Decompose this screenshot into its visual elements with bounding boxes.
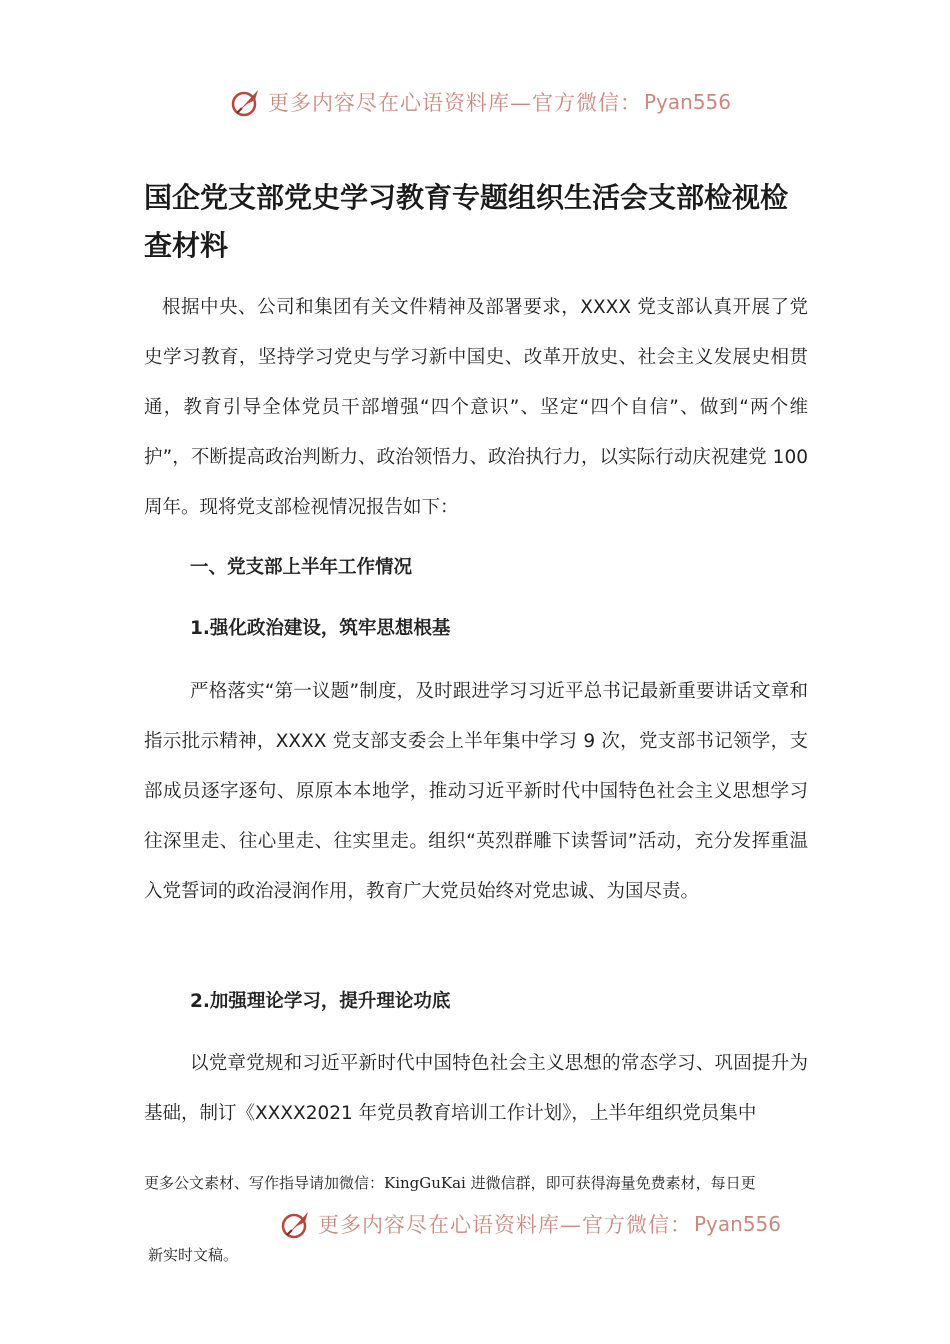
subsection-heading-2: 2.加强理论学习，提升理论功底 xyxy=(190,991,451,1012)
footer-line-1: 更多公文素材、写作指导请加微信：KingGuKai 进微信群，即可获得海量免费素材，每日更 xyxy=(144,1174,756,1192)
document-title: 国企党支部党史学习教育专题组织生活会支部检视检查材料 xyxy=(144,181,789,262)
intro-paragraph: 根据中央、公司和集团有关文件精神及部署要求，XXXX 党支部认真开展了党史学习教育，坚持学习党史与学习新中国史、改革开放史、社会主义发展史相贯通，教育引导全体党员干部增强“四个意识”、坚定“四个自信”、做到“两个维护”，不断提高政治判断力、政治领悟力、政治执行力，以实际行动庆祝建党 100 周年。现将党支部检视情况报告如下： xyxy=(144,297,808,518)
subsection-body-1: 严格落实“第一议题”制度，及时跟进学习习近平总书记最新重要讲话文章和指示批示精神，XXXX 党支部支委会上半年集中学习 9 次，党支部书记领学，支部成员逐字逐句、原原本本地学，推动习近平新时代中国特色社会主义思想学习往深里走、往心里走、往实里走。组织“英烈群雕下读誓词”活动，充分发挥重温入党誓词的政治浸润作用，教育广大党员始终对党忠诚、为国尽责。 xyxy=(144,681,808,902)
section-heading: 一、党支部上半年工作情况 xyxy=(190,557,413,578)
subsection-body-2: 以党章党规和习近平新时代中国特色社会主义思想的常态学习、巩固提升为基础，制订《XXXX2021 年党员教育培训工作计划》，上半年组织党员集中 xyxy=(144,1053,808,1124)
footer-line-2: 新实时文稿。 xyxy=(148,1246,239,1264)
quill-logo-icon xyxy=(278,1206,314,1242)
watermark-text: 更多内容尽在心语资料库—官方微信： xyxy=(268,91,642,115)
footer-watermark xyxy=(278,1206,781,1242)
watermark-wechat-id: Pyan556 xyxy=(694,1212,782,1236)
watermark-wechat-id: Pyan556 xyxy=(644,90,732,114)
quill-logo-icon xyxy=(228,84,264,120)
subsection-heading-1: 1.强化政治建设，筑牢思想根基 xyxy=(190,618,451,639)
watermark-text: 更多内容尽在心语资料库—官方微信： xyxy=(318,1213,692,1237)
header-watermark xyxy=(228,84,731,120)
